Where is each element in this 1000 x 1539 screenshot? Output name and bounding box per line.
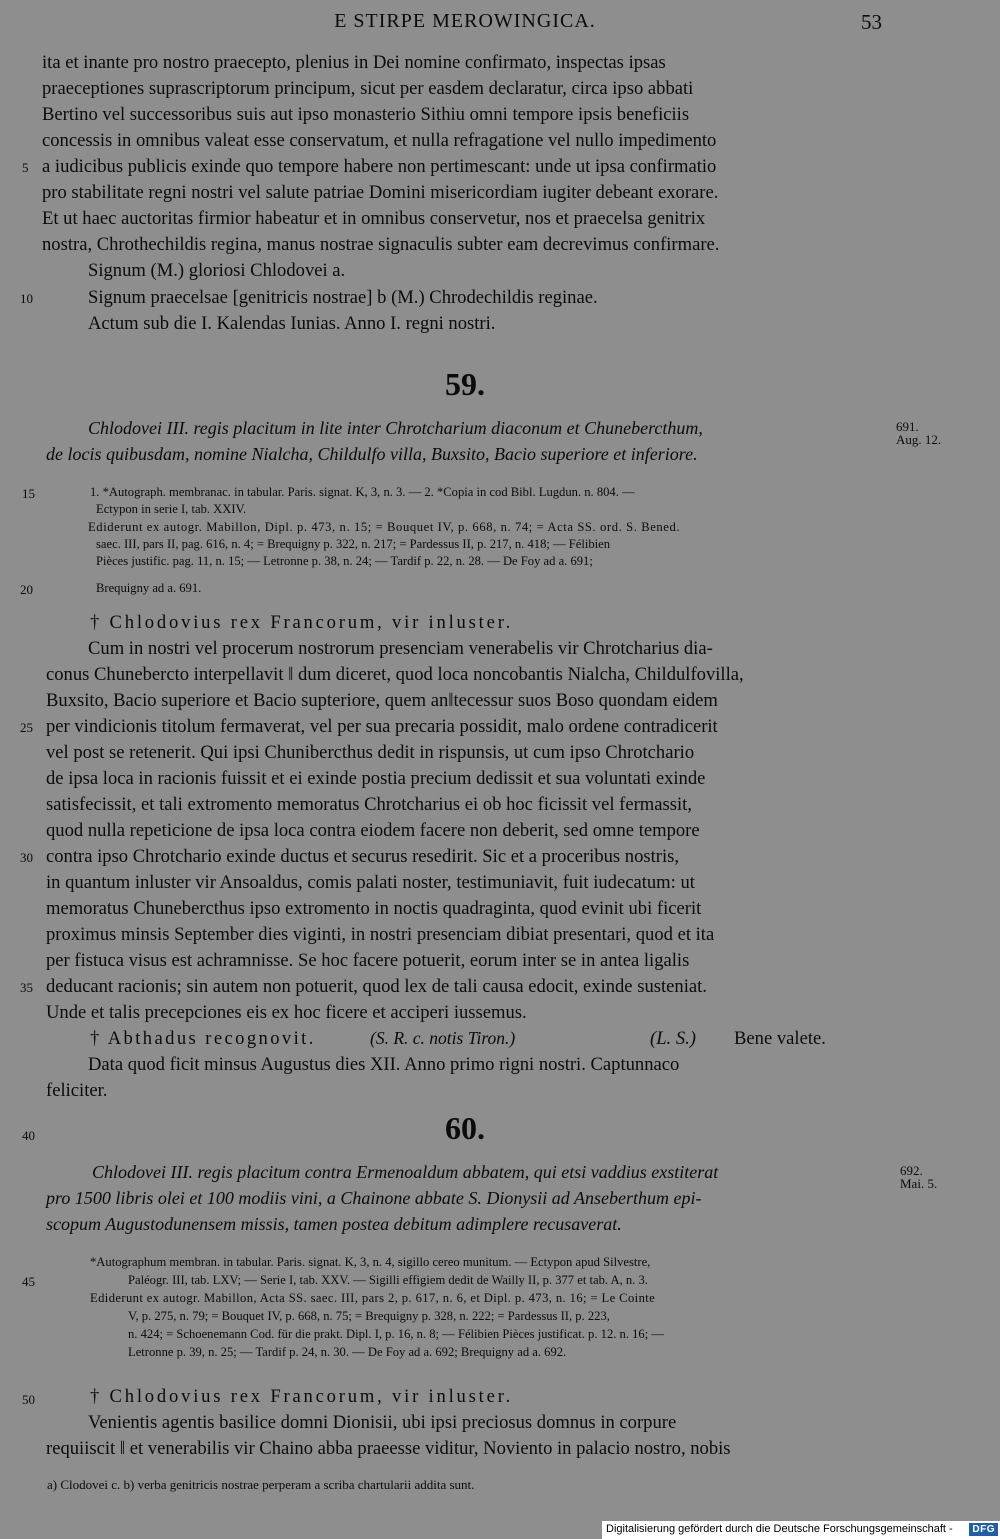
document-title-line: scopum Augustodunensem missis, tamen postea debitum adimplere recusaverat. xyxy=(46,1214,622,1234)
body-line: Venientis agentis basilice domni Dionisii, ubi ipsi preciosus domnus in corpure xyxy=(88,1412,677,1433)
source-line: Letronne p. 39, n. 25; — Tardif p. 24, n. 30. — De Foy ad a. 692; Brequigny ad a. 692. xyxy=(128,1345,567,1359)
document-date xyxy=(896,419,941,448)
dfg-banner xyxy=(602,1521,1000,1539)
source-line: *Autographum membran. in tabular. Paris. signat. K, 3, n. 4, sigillo cereo munitum. — Ectypon apud Silvestre, xyxy=(90,1255,651,1269)
intitulatio: † Chlodovius rex Francorum, vir inluster. xyxy=(90,1386,514,1407)
body-line: praeceptiones suprascriptorum principum, sicut per easdem declaratur, circa ipso abbati xyxy=(42,78,694,99)
line-number: 35 xyxy=(20,980,33,995)
date-day: Aug. 12. xyxy=(896,432,942,447)
body-line: Cum in nostri vel procerum nostrorum presenciam venerabelis vir Chrotcharius dia- xyxy=(88,638,713,659)
body-line: Buxsito, Bacio superiore et Bacio supteriore, quem an‖tecessur suos Boso quondam eidem xyxy=(46,690,718,711)
document-title-line: Chlodovei III. regis placitum contra Ermenoaldum abbatem, qui etsi vaddius exstiterat xyxy=(92,1162,719,1182)
body-line: memoratus Chunebercthus ipso extromento in noctis quadraginta, quod evinit ubi ficerit xyxy=(46,898,702,919)
source-line: Ectypon in serie I, tab. XXIV. xyxy=(96,502,247,516)
body-line: a iudicibus publicis exinde quo tempore habere non pertimescant: unde ut ipsa confirmatio xyxy=(42,156,717,177)
body-line: Et ut haec auctoritas firmior habeatur et in omnibus conservetur, nos et praecelsa genitrix xyxy=(42,208,706,229)
running-title: E STIRPE MEROWINGICA. xyxy=(334,10,596,32)
body-line: deducant racionis; sin autem non potuerit, quod lex de tali causa edocit, exinde susteniat. xyxy=(46,976,707,997)
line-number: 25 xyxy=(20,720,33,735)
document-title-line: pro 1500 libris olei et 100 modiis vini, a Chainone abbate S. Dionysii ad Anseberthum epi- xyxy=(46,1188,702,1208)
data-line: Data quod ficit minsus Augustus dies XII. Anno primo rigni nostri. Captunnaco xyxy=(88,1054,680,1075)
source-line: Brequigny ad a. 691. xyxy=(96,581,202,595)
body-line: contra ipso Chrotchario exinde ductus et securus resedirit. Sic et a proceribus nostris, xyxy=(46,846,680,867)
intitulatio: † Chlodovius rex Francorum, vir inluster. xyxy=(90,612,514,633)
line-number: 45 xyxy=(22,1274,35,1289)
page-number: 53 xyxy=(861,10,882,34)
line-number: 20 xyxy=(20,582,33,597)
document-title-line: de locis quibusdam, nomine Nialcha, Childulfo villa, Buxsito, Bacio superiore et inferiore. xyxy=(46,444,698,464)
line-number: 15 xyxy=(22,486,35,501)
body-line: Unde et talis precepciones eis ex hoc ficere et acciperi iussemus. xyxy=(46,1002,527,1023)
source-line: saec. III, pars II, pag. 616, n. 4; = Brequigny p. 322, n. 217; = Pardessus II, p. 217, n. 418; — Félibien xyxy=(96,537,611,551)
body-line: per fistuca visus est achramnisse. Se hoc facere potuerit, eorum inter se in antea ligalis xyxy=(46,950,690,971)
line-number: 40 xyxy=(22,1128,35,1143)
date-day: Mai. 5. xyxy=(900,1176,938,1191)
body-line: conus Chunebercto interpellavit ‖ dum diceret, quod loca noncobantis Nialcha, Childulfovilla, xyxy=(46,664,744,685)
notis-tiron: (S. R. c. notis Tiron.) xyxy=(370,1028,516,1048)
dfg-logo: DFG xyxy=(969,1523,998,1536)
source-line: Paléogr. III, tab. LXV; — Serie I, tab. XXV. — Sigilli effigiem dedit de Wailly II, p. 377 et tab. A, n. 3. xyxy=(128,1273,648,1287)
date-year: 691. xyxy=(896,419,919,434)
body-line: nostra, Chrothechildis regina, manus nostrae signaculis subter eam decrevimus confirmare. xyxy=(42,234,720,255)
document-number: 59. xyxy=(445,366,485,402)
recognovit: † Abthadus recognovit. xyxy=(90,1028,316,1049)
line-number: 5 xyxy=(22,160,29,175)
source-line: Pièces justific. pag. 11, n. 15; — Letronne p. 38, n. 24; — Tardif p. 22, n. 28. — De Foy ad a. 691; xyxy=(96,554,593,568)
line-number: 30 xyxy=(20,850,33,865)
line-number: 10 xyxy=(20,291,33,306)
body-line: quod nulla repeticione de ipsa loca contra eiodem facere non deberit, sed omne tempore xyxy=(46,820,700,841)
line-number: 50 xyxy=(22,1392,35,1407)
document-number: 60. xyxy=(445,1110,485,1146)
body-line: vel post se retenerit. Qui ipsi Chunibercthus dedit in rispunsis, ut cum ipso Chrotchario xyxy=(46,742,695,763)
source-line: V, p. 275, n. 79; = Bouquet IV, p. 668, n. 75; = Brequigny p. 328, n. 222; = Pardessus II, p. 223, xyxy=(128,1309,610,1323)
body-line: satisfecissit, et tali extromento memoratus Chrotcharius ei ob hoc ficissit vel fermassit, xyxy=(46,794,692,815)
source-line: Ediderunt ex autogr. Mabillon, Dipl. p. 473, n. 15; = Bouquet IV, p. 668, n. 74; = Acta SS. ord. S. Bened. xyxy=(88,520,681,534)
body-line: requiiscit ‖ et venerabilis vir Chaino abba praeesse viditur, Noviento in palacio nostro, nobis xyxy=(46,1438,731,1459)
body-line: per vindicionis titolum fermaverat, vel per sua precaria possidit, malo ordene contradicerit xyxy=(46,716,718,737)
footnotes: a) Clodovei c. b) verba genitricis nostrae perperam a scriba chartularii addita sunt. xyxy=(47,1477,475,1492)
banner-text: Digitalisierung gefördert durch die Deutsche Forschungsgemeinschaft - xyxy=(606,1523,953,1535)
body-line: ita et inante pro nostro praecepto, plenius in Dei nomine confirmato, inspectas ipsas xyxy=(42,52,666,73)
body-line: proximus minsis September dies viginti, in nostri presenciam dibiat presentari, quod et ita xyxy=(46,924,715,945)
body-line: in quantum inluster vir Ansoaldus, comis palati noster, testimuniavit, fuit iudecatum: ut xyxy=(46,872,695,893)
document-title-line: Chlodovei III. regis placitum in lite inter Chrotcharium diaconum et Chunebercthum, xyxy=(88,418,703,438)
signum-line: Signum praecelsae [genitricis nostrae] b (M.) Chrodechildis reginae. xyxy=(88,287,598,308)
body-line: concessis in omnibus valeat esse conservatum, et nulla refragatione vel nullo impedimento xyxy=(42,130,717,151)
body-line: Bertino vel successoribus suis aut ipso monasterio Sithiu omni tempore ipsis beneficiis xyxy=(42,104,690,125)
bene-valete: Bene valete. xyxy=(734,1028,826,1049)
body-line: de ipsa loca in racionis fuissit et ei exinde postia precium dedissit et sua voluntati exinde xyxy=(46,768,706,789)
source-line: 1. *Autograph. membranac. in tabular. Paris. signat. K, 3, n. 3. — 2. *Copia in cod Bibl. Lugdun. n. 804. — xyxy=(90,485,635,499)
date-year: 692. xyxy=(900,1163,923,1178)
source-line: n. 424; = Schoenemann Cod. für die prakt. Dipl. I, p. 16, n. 8; — Félibien Pièces justificat. p. 12. n. 16; — xyxy=(128,1327,664,1341)
signum-line: Signum (M.) gloriosi Chlodovei a. xyxy=(88,260,346,281)
data-line: feliciter. xyxy=(46,1080,108,1101)
actum-line: Actum sub die I. Kalendas Iunias. Anno I. regni nostri. xyxy=(88,313,496,334)
document-date xyxy=(900,1163,937,1192)
running-header xyxy=(0,8,1000,36)
body-line: pro stabilitate regni nostri vel salute patriae Domini misericordiam iugiter debeant exorare. xyxy=(42,182,719,203)
locus-sigilli: (L. S.) xyxy=(650,1028,696,1049)
source-line: Ediderunt ex autogr. Mabillon, Acta SS. saec. III, pars 2, p. 617, n. 6, et Dipl. p. 473, n. 16; = Le Cointe xyxy=(90,1291,656,1305)
